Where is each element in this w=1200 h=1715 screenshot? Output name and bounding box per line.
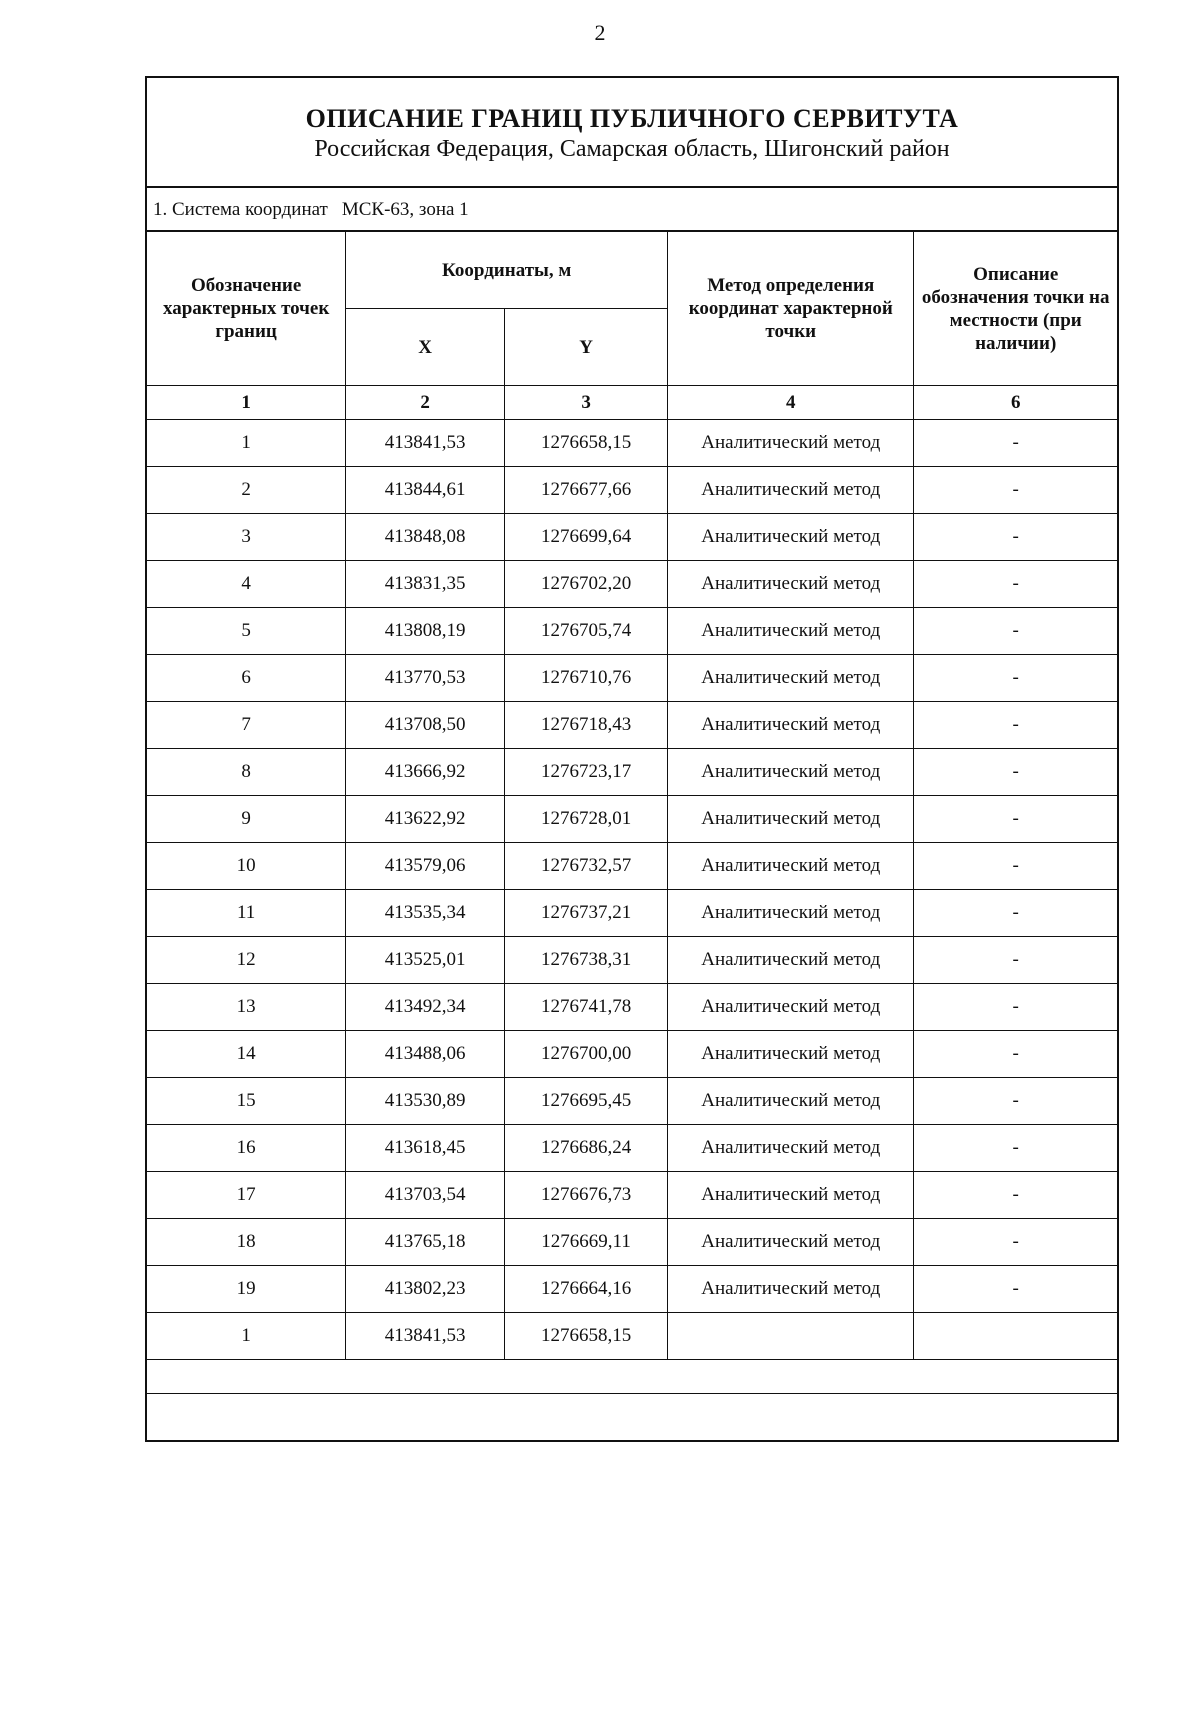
y-coordinate-cell: 1276710,76	[505, 655, 668, 702]
method-cell: Аналитический метод	[668, 655, 914, 702]
table-row	[147, 561, 1117, 608]
x-coordinate-cell: 413622,92	[346, 796, 505, 843]
x-coordinate-cell: 413703,54	[346, 1172, 505, 1219]
point-cell: 2	[147, 467, 346, 514]
x-coordinate-cell: 413841,53	[346, 420, 505, 467]
y-coordinate-cell: 1276723,17	[505, 749, 668, 796]
x-coordinate-cell: 413708,50	[346, 702, 505, 749]
table-row	[147, 1031, 1117, 1078]
description-cell: -	[914, 937, 1117, 984]
x-coordinate-cell: 413802,23	[346, 1266, 505, 1313]
method-cell: Аналитический метод	[668, 420, 914, 467]
y-coordinate-cell: 1276658,15	[505, 1313, 668, 1360]
x-coordinate-cell: 413666,92	[346, 749, 505, 796]
table-row	[147, 843, 1117, 890]
y-coordinate-cell: 1276695,45	[505, 1078, 668, 1125]
table-row	[147, 749, 1117, 796]
description-cell: -	[914, 514, 1117, 561]
point-cell: 7	[147, 702, 346, 749]
document-title: ОПИСАНИЕ ГРАНИЦ ПУБЛИЧНОГО СЕРВИТУТА	[305, 104, 959, 133]
table-row	[147, 608, 1117, 655]
point-cell: 3	[147, 514, 346, 561]
method-cell: Аналитический метод	[668, 749, 914, 796]
header-point-designation: Обозначение характерных точек границ	[147, 232, 346, 386]
table-row	[147, 1172, 1117, 1219]
point-cell: 14	[147, 1031, 346, 1078]
table-row	[147, 420, 1117, 467]
description-cell: -	[914, 1078, 1117, 1125]
point-cell: 13	[147, 984, 346, 1031]
description-cell: -	[914, 843, 1117, 890]
x-coordinate-cell: 413535,34	[346, 890, 505, 937]
method-cell: Аналитический метод	[668, 937, 914, 984]
method-cell: Аналитический метод	[668, 1078, 914, 1125]
title-block	[147, 78, 1117, 188]
y-coordinate-cell: 1276699,64	[505, 514, 668, 561]
table-row	[147, 655, 1117, 702]
method-cell: Аналитический метод	[668, 514, 914, 561]
column-number: 6	[914, 386, 1117, 420]
y-coordinate-cell: 1276737,21	[505, 890, 668, 937]
header-x: X	[346, 309, 505, 386]
y-coordinate-cell: 1276676,73	[505, 1172, 668, 1219]
table-row	[147, 1313, 1117, 1360]
point-cell: 12	[147, 937, 346, 984]
document-subtitle: Российская Федерация, Самарская область, Шигонский район	[314, 136, 950, 162]
x-coordinate-cell: 413488,06	[346, 1031, 505, 1078]
coordinate-system-label: 1. Система координат	[153, 199, 328, 220]
table-row	[147, 1219, 1117, 1266]
description-cell: -	[914, 984, 1117, 1031]
description-cell: -	[914, 1031, 1117, 1078]
x-coordinate-cell: 413525,01	[346, 937, 505, 984]
y-coordinate-cell: 1276728,01	[505, 796, 668, 843]
y-coordinate-cell: 1276718,43	[505, 702, 668, 749]
point-cell: 10	[147, 843, 346, 890]
x-coordinate-cell: 413492,34	[346, 984, 505, 1031]
method-cell: Аналитический метод	[668, 702, 914, 749]
point-cell: 5	[147, 608, 346, 655]
table-row	[147, 937, 1117, 984]
y-coordinate-cell: 1276669,11	[505, 1219, 668, 1266]
point-cell: 15	[147, 1078, 346, 1125]
coordinate-system	[147, 188, 1117, 232]
table-row	[147, 702, 1117, 749]
method-cell: Аналитический метод	[668, 843, 914, 890]
method-cell: Аналитический метод	[668, 984, 914, 1031]
method-cell: Аналитический метод	[668, 467, 914, 514]
x-coordinate-cell: 413844,61	[346, 467, 505, 514]
x-coordinate-cell: 413765,18	[346, 1219, 505, 1266]
description-cell: -	[914, 749, 1117, 796]
description-cell: -	[914, 890, 1117, 937]
point-cell: 17	[147, 1172, 346, 1219]
table-row	[147, 467, 1117, 514]
method-cell: Аналитический метод	[668, 1219, 914, 1266]
point-cell: 11	[147, 890, 346, 937]
point-cell: 1	[147, 1313, 346, 1360]
table-row	[147, 1266, 1117, 1313]
x-coordinate-cell: 413530,89	[346, 1078, 505, 1125]
method-cell: Аналитический метод	[668, 561, 914, 608]
empty-footer-row	[147, 1360, 1117, 1394]
description-cell	[914, 1313, 1117, 1360]
empty-footer-cell	[147, 1360, 1117, 1394]
y-coordinate-cell: 1276658,15	[505, 420, 668, 467]
description-cell: -	[914, 608, 1117, 655]
y-coordinate-cell: 1276705,74	[505, 608, 668, 655]
coordinate-system-value: МСК-63, зона 1	[341, 199, 469, 220]
y-coordinate-cell: 1276664,16	[505, 1266, 668, 1313]
y-coordinate-cell: 1276677,66	[505, 467, 668, 514]
point-cell: 9	[147, 796, 346, 843]
x-coordinate-cell: 413808,19	[346, 608, 505, 655]
page-number: 2	[594, 20, 606, 45]
method-cell: Аналитический метод	[668, 1031, 914, 1078]
description-cell: -	[914, 1219, 1117, 1266]
column-number: 1	[147, 386, 346, 420]
method-cell: Аналитический метод	[668, 1125, 914, 1172]
description-cell: -	[914, 1172, 1117, 1219]
x-coordinate-cell: 413770,53	[346, 655, 505, 702]
header-coordinates: Координаты, м	[346, 232, 668, 309]
table-row	[147, 514, 1117, 561]
method-cell: Аналитический метод	[668, 796, 914, 843]
description-cell: -	[914, 1266, 1117, 1313]
table-row	[147, 1078, 1117, 1125]
description-cell: -	[914, 420, 1117, 467]
y-coordinate-cell: 1276702,20	[505, 561, 668, 608]
column-number: 2	[346, 386, 505, 420]
x-coordinate-cell: 413841,53	[346, 1313, 505, 1360]
column-number: 4	[668, 386, 914, 420]
point-cell: 8	[147, 749, 346, 796]
description-cell: -	[914, 655, 1117, 702]
method-cell: Аналитический метод	[668, 1266, 914, 1313]
header-y: Y	[505, 309, 668, 386]
point-cell: 6	[147, 655, 346, 702]
y-coordinate-cell: 1276700,00	[505, 1031, 668, 1078]
description-cell: -	[914, 796, 1117, 843]
method-cell: Аналитический метод	[668, 890, 914, 937]
column-numbers-row	[147, 386, 1117, 420]
y-coordinate-cell: 1276686,24	[505, 1125, 668, 1172]
table-row	[147, 890, 1117, 937]
method-cell: Аналитический метод	[668, 1172, 914, 1219]
boundary-table	[147, 232, 1117, 1394]
point-cell: 18	[147, 1219, 346, 1266]
document-frame	[145, 76, 1119, 1442]
method-cell: Аналитический метод	[668, 608, 914, 655]
header-description: Описание обозначения точки на местности (при наличии)	[914, 232, 1117, 386]
table-row	[147, 984, 1117, 1031]
point-cell: 4	[147, 561, 346, 608]
column-number: 3	[505, 386, 668, 420]
table-row	[147, 796, 1117, 843]
method-cell	[668, 1313, 914, 1360]
y-coordinate-cell: 1276732,57	[505, 843, 668, 890]
description-cell: -	[914, 1125, 1117, 1172]
x-coordinate-cell: 413618,45	[346, 1125, 505, 1172]
header-method: Метод определения координат характерной точки	[668, 232, 914, 386]
description-cell: -	[914, 561, 1117, 608]
x-coordinate-cell: 413848,08	[346, 514, 505, 561]
point-cell: 19	[147, 1266, 346, 1313]
point-cell: 1	[147, 420, 346, 467]
point-cell: 16	[147, 1125, 346, 1172]
description-cell: -	[914, 702, 1117, 749]
description-cell: -	[914, 467, 1117, 514]
y-coordinate-cell: 1276738,31	[505, 937, 668, 984]
x-coordinate-cell: 413579,06	[346, 843, 505, 890]
x-coordinate-cell: 413831,35	[346, 561, 505, 608]
table-row	[147, 1125, 1117, 1172]
y-coordinate-cell: 1276741,78	[505, 984, 668, 1031]
